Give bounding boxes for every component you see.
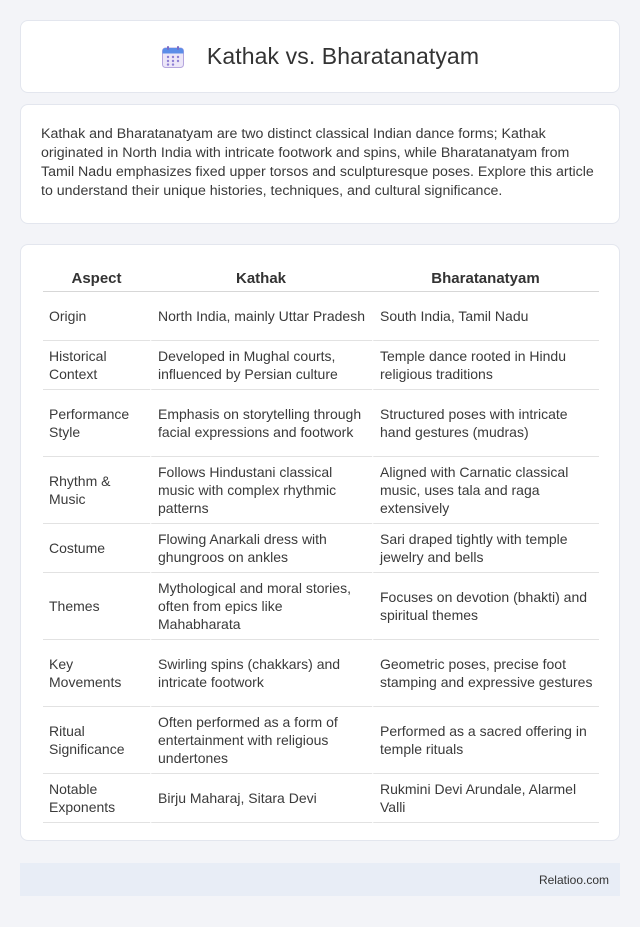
page-title: Kathak vs. Bharatanatyam <box>206 43 480 69</box>
cell-kathak: Birju Maharaj, Sitara Devi <box>150 774 372 823</box>
table-header-row <box>43 265 599 292</box>
cell-aspect: Performance Style <box>43 390 150 457</box>
comparison-table-card <box>20 244 620 841</box>
title-card <box>20 20 620 93</box>
cell-aspect: Rhythm & Music <box>43 457 150 524</box>
cell-kathak: Developed in Mughal courts, influenced by Persian culture <box>150 341 372 390</box>
cell-bharatanatyam: Aligned with Carnatic classical music, uses tala and raga extensively <box>372 457 599 524</box>
cell-aspect: Notable Exponents <box>43 774 150 823</box>
cell-bharatanatyam: Sari draped tightly with temple jewelry and bells <box>372 524 599 573</box>
cell-kathak: Mythological and moral stories, often from epics like Mahabharata <box>150 573 372 640</box>
cell-kathak: Flowing Anarkali dress with ghungroos on ankles <box>150 524 372 573</box>
cell-aspect: Themes <box>43 573 150 640</box>
cell-bharatanatyam: Rukmini Devi Arundale, Alarmel Valli <box>372 774 599 823</box>
cell-kathak: Emphasis on storytelling through facial expressions and footwork <box>150 390 372 457</box>
comparison-table <box>43 265 599 823</box>
cell-aspect: Origin <box>43 292 150 341</box>
cell-bharatanatyam: Temple dance rooted in Hindu religious traditions <box>372 341 599 390</box>
table-row <box>43 292 599 341</box>
footer <box>20 863 620 896</box>
footer-site-name: Relatioo.com <box>538 872 609 887</box>
intro-card <box>20 104 620 224</box>
table-row <box>43 573 599 640</box>
cell-bharatanatyam: Performed as a sacred offering in temple rituals <box>372 707 599 774</box>
cell-aspect: Historical Context <box>43 341 150 390</box>
cell-bharatanatyam: South India, Tamil Nadu <box>372 292 599 341</box>
table-row <box>43 640 599 707</box>
cell-aspect: Ritual Significance <box>43 707 150 774</box>
cell-bharatanatyam: Focuses on devotion (bhakti) and spiritual themes <box>372 573 599 640</box>
table-row <box>43 774 599 823</box>
table-row <box>43 390 599 457</box>
calendar-icon <box>161 45 185 69</box>
cell-kathak: Often performed as a form of entertainment with religious undertones <box>150 707 372 774</box>
cell-bharatanatyam: Structured poses with intricate hand gestures (mudras) <box>372 390 599 457</box>
table-row <box>43 341 599 390</box>
header-aspect: Aspect <box>43 265 150 292</box>
header-kathak: Kathak <box>150 265 372 292</box>
table-row <box>43 707 599 774</box>
table-row <box>43 524 599 573</box>
cell-aspect: Key Movements <box>43 640 150 707</box>
cell-aspect: Costume <box>43 524 150 573</box>
header-bharatanatyam: Bharatanatyam <box>372 265 599 292</box>
cell-kathak: Follows Hindustani classical music with complex rhythmic patterns <box>150 457 372 524</box>
title-wrap <box>161 43 479 70</box>
cell-bharatanatyam: Geometric poses, precise foot stamping and expressive gestures <box>372 640 599 707</box>
cell-kathak: Swirling spins (chakkars) and intricate footwork <box>150 640 372 707</box>
intro-text: Kathak and Bharatanatyam are two distinct classical Indian dance forms; Kathak originated in North India with intricate footwork and spins, while Bharatanatyam from Tamil Nadu emphasizes fixed upper torsos and sculpturesque poses. Explore this article to understand their unique histories, techniques, and cultural significance. <box>41 126 594 199</box>
cell-kathak: North India, mainly Uttar Pradesh <box>150 292 372 341</box>
table-row <box>43 457 599 524</box>
